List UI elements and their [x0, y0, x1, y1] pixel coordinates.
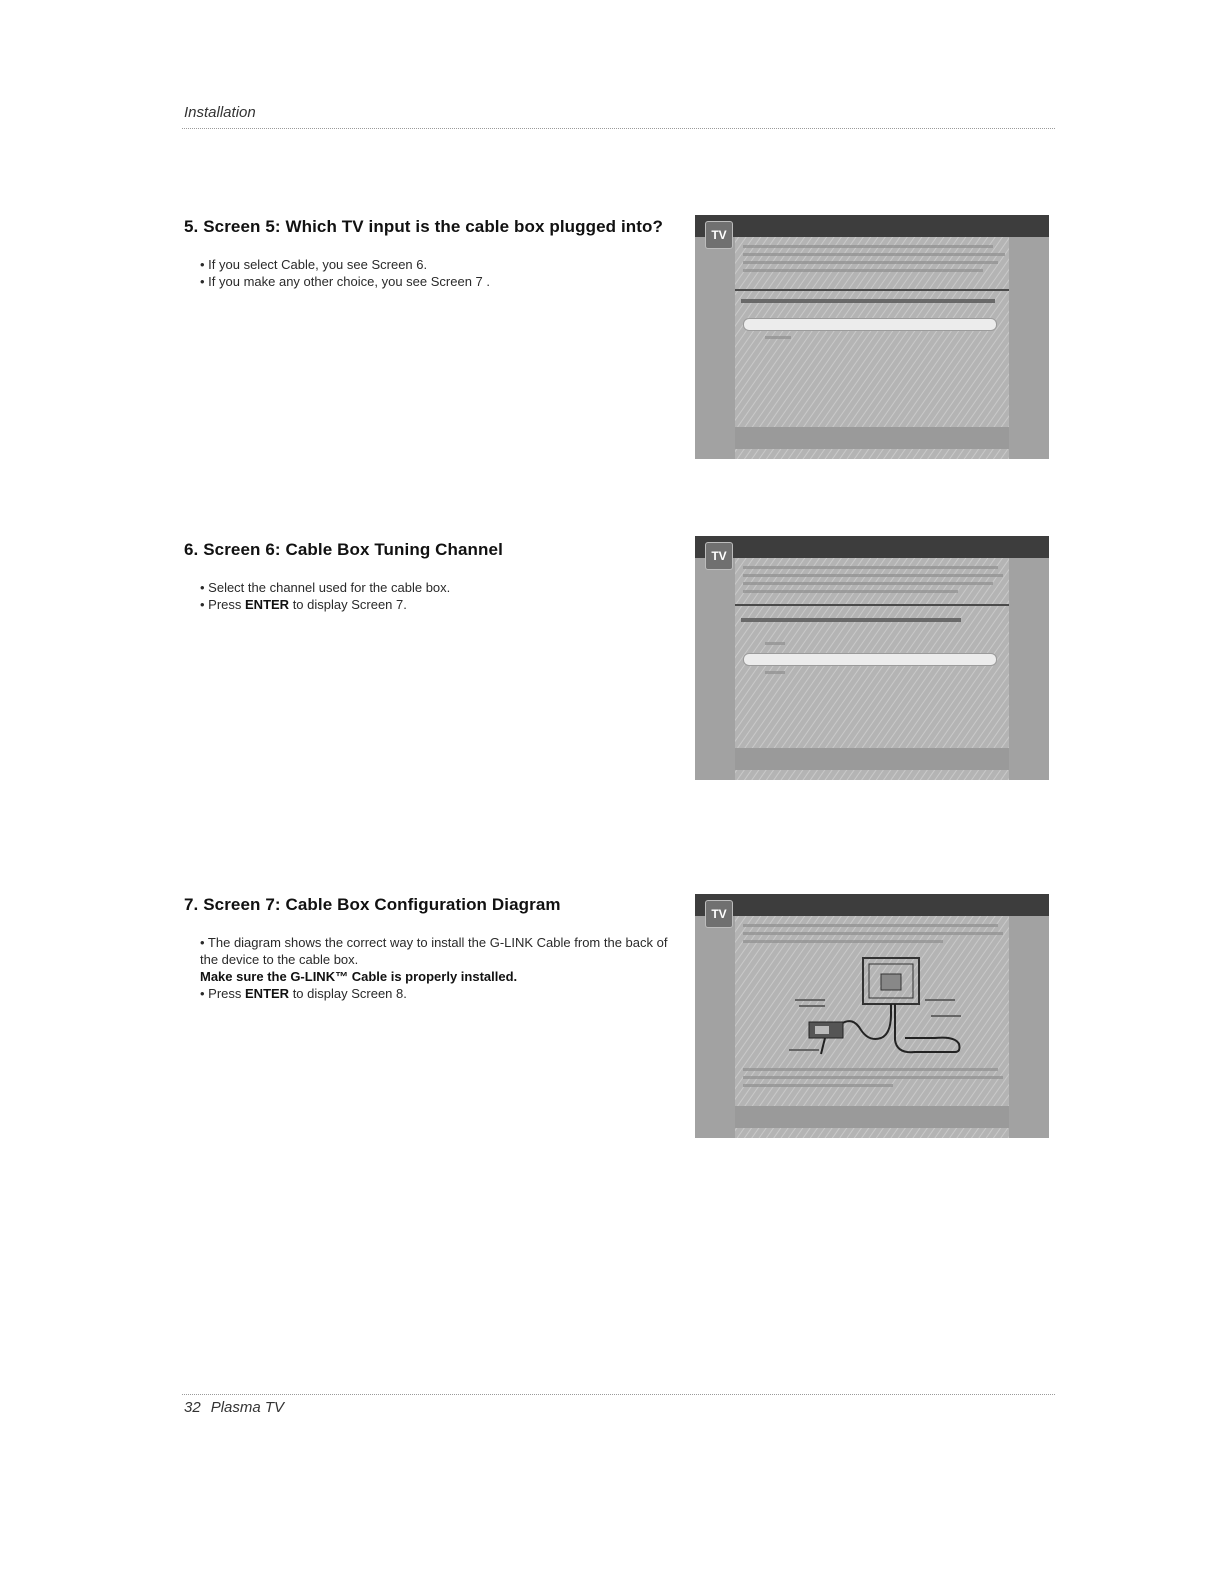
screen-highlighted-option	[743, 318, 997, 331]
screen-text-line	[743, 261, 998, 264]
product-name: Plasma TV	[210, 1399, 285, 1416]
screen-title-bar	[695, 894, 1049, 916]
running-header: Installation	[184, 104, 256, 121]
page-number: 32	[184, 1399, 201, 1416]
screen-separator	[735, 289, 1009, 291]
screen-title-bar	[695, 215, 1049, 237]
screen-edge	[695, 916, 735, 1138]
press-prefix: • Press	[200, 986, 246, 1001]
section-title: 5. Screen 5: Which TV input is the cable box plugged into?	[184, 217, 664, 236]
screen-option-line	[765, 642, 785, 645]
press-suffix: to display Screen 7.	[289, 597, 407, 612]
screen-text-line	[743, 574, 1003, 577]
screen-text-line	[743, 924, 998, 927]
enter-key-label: ENTER	[245, 597, 290, 612]
bullet-item: • If you make any other choice, you see Screen 7 .	[200, 274, 490, 289]
screen-highlighted-option	[743, 653, 997, 666]
screen-footer-bar	[735, 427, 1009, 449]
screen-edge	[1009, 558, 1049, 780]
press-enter-line	[200, 596, 674, 613]
screen-footer-bar	[735, 1106, 1009, 1128]
header-rule	[182, 128, 1055, 129]
screen-edge	[1009, 916, 1049, 1138]
press-prefix: • Press	[200, 597, 246, 612]
screen-text-line	[743, 590, 958, 593]
screen-text-line	[743, 566, 998, 569]
section-title: 6. Screen 6: Cable Box Tuning Channel	[184, 540, 503, 559]
screen-question-line	[741, 299, 995, 303]
tv-badge-icon: TV	[705, 900, 733, 928]
screen-text-line	[743, 269, 983, 272]
screen-text-line	[743, 253, 1005, 256]
tv-badge-icon: TV	[705, 221, 733, 249]
screen-text-line	[743, 932, 1003, 935]
screen-text-line	[743, 940, 943, 943]
cable-connection-diagram	[785, 954, 985, 1064]
section-screen-7	[184, 895, 674, 1002]
screen-edge	[1009, 237, 1049, 459]
screen-separator	[735, 604, 1009, 606]
glink-note: Make sure the G-LINK™ Cable is properly installed.	[200, 969, 518, 984]
screen-6-screenshot	[695, 536, 1049, 780]
section-title: 7. Screen 7: Cable Box Configuration Diagram	[184, 895, 561, 914]
tv-badge-icon: TV	[705, 542, 733, 570]
screen-footer-bar	[735, 748, 1009, 770]
screen-option-line	[765, 336, 791, 339]
screen-5-screenshot	[695, 215, 1049, 459]
screen-text-line	[743, 1084, 893, 1087]
enter-key-label: ENTER	[245, 986, 290, 1001]
screen-option-line	[765, 671, 785, 674]
press-suffix: to display Screen 8.	[289, 986, 407, 1001]
page-footer	[184, 1399, 284, 1416]
bullet-item: • If you select Cable, you see Screen 6.	[200, 257, 428, 272]
screen-text-line	[743, 1076, 1003, 1079]
screen-texture	[695, 215, 1049, 459]
screen-edge	[695, 237, 735, 459]
screen-edge	[695, 558, 735, 780]
section-screen-6	[184, 540, 674, 613]
screen-title-bar	[695, 536, 1049, 558]
bullet-item: • Select the channel used for the cable box.	[200, 580, 451, 595]
footer-rule	[182, 1394, 1055, 1395]
screen-text-line	[743, 245, 993, 248]
press-enter-line	[200, 985, 674, 1002]
bullet-item: • The diagram shows the correct way to install the G-LINK Cable from the back of the device to the cable box.	[200, 935, 668, 967]
screen-question-line	[741, 618, 961, 622]
screen-7-screenshot	[695, 894, 1049, 1138]
screen-text-line	[743, 1068, 998, 1071]
screen-text-line	[743, 582, 993, 585]
section-screen-5	[184, 217, 674, 290]
